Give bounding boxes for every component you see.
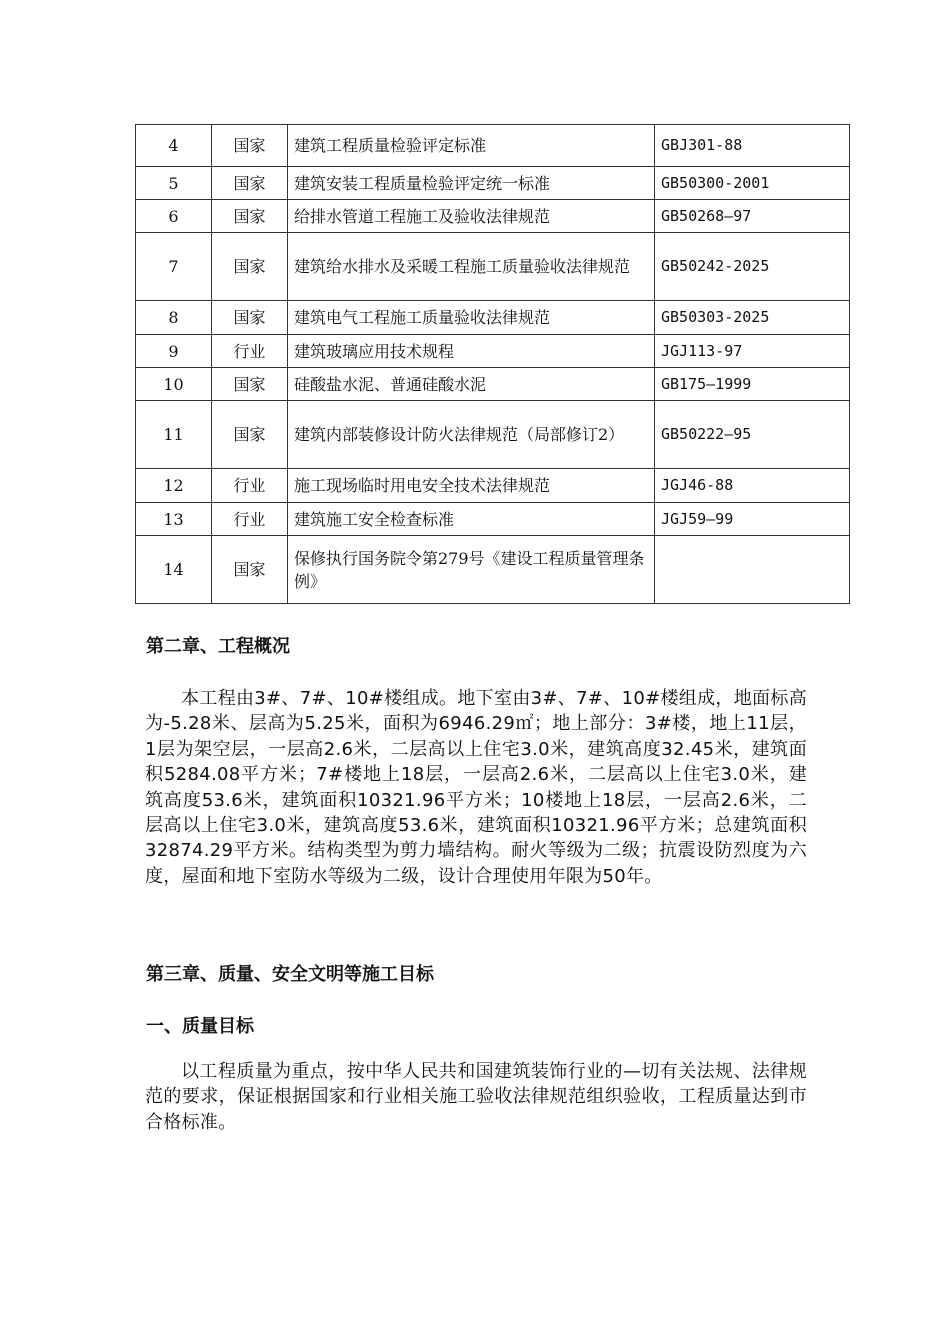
row-number: 7 [136, 233, 212, 301]
row-number: 4 [136, 125, 212, 167]
row-level: 国家 [212, 233, 288, 301]
row-standard-code: GB50222—95 [655, 401, 850, 469]
row-number: 6 [136, 200, 212, 233]
row-level: 国家 [212, 167, 288, 200]
row-level: 国家 [212, 200, 288, 233]
row-standard-name: 建筑电气工程施工质量验收法律规范 [288, 301, 655, 335]
row-standard-code: GB50300-2001 [655, 167, 850, 200]
chapter-2-title: 第二章、工程概况 [146, 636, 290, 657]
table-row [136, 401, 850, 469]
row-standard-name: 给排水管道工程施工及验收法律规范 [288, 200, 655, 233]
row-level: 行业 [212, 503, 288, 536]
row-number: 13 [136, 503, 212, 536]
table-row [136, 503, 850, 536]
row-number: 8 [136, 301, 212, 335]
row-level: 行业 [212, 335, 288, 368]
row-number: 5 [136, 167, 212, 200]
row-standard-code: GB50268—97 [655, 200, 850, 233]
row-number: 11 [136, 401, 212, 469]
table-row [136, 335, 850, 368]
table-row [136, 301, 850, 335]
row-standard-code: JGJ59—99 [655, 503, 850, 536]
standards-table [135, 124, 850, 604]
row-standard-name: 建筑内部装修设计防火法律规范（局部修订2） [288, 401, 655, 469]
row-level: 国家 [212, 368, 288, 401]
quality-target-heading: 一、质量目标 [146, 1016, 254, 1037]
chapter-3-title: 第三章、质量、安全文明等施工目标 [146, 964, 434, 985]
table-row [136, 233, 850, 301]
row-standard-name: 建筑工程质量检验评定标准 [288, 125, 655, 167]
row-level: 国家 [212, 125, 288, 167]
row-number: 9 [136, 335, 212, 368]
row-standard-code: GB50242-2025 [655, 233, 850, 301]
row-standard-name: 保修执行国务院令第279号《建设工程质量管理条例》 [288, 536, 655, 604]
row-number: 10 [136, 368, 212, 401]
row-standard-code: JGJ46-88 [655, 469, 850, 503]
row-standard-name: 施工现场临时用电安全技术法律规范 [288, 469, 655, 503]
table-row [136, 469, 850, 503]
table-row [136, 125, 850, 167]
row-standard-code: JGJ113-97 [655, 335, 850, 368]
table-row [136, 536, 850, 604]
row-number: 14 [136, 536, 212, 604]
row-standard-code: GBJ301-88 [655, 125, 850, 167]
row-level: 国家 [212, 401, 288, 469]
quality-target-body: 以工程质量为重点，按中华人民共和国建筑装饰行业的—切有关法规、法律规范的要求，保证根据国家和行业相关施工验收法律规范组织验收，工程质量达到市合格标准。 [145, 1061, 807, 1133]
row-standard-code [655, 536, 850, 604]
row-level: 行业 [212, 469, 288, 503]
row-standard-name: 硅酸盐水泥、普通硅酸水泥 [288, 368, 655, 401]
row-standard-name: 建筑玻璃应用技术规程 [288, 335, 655, 368]
row-standard-name: 建筑施工安全检查标准 [288, 503, 655, 536]
row-level: 国家 [212, 301, 288, 335]
row-standard-name: 建筑安装工程质量检验评定统一标准 [288, 167, 655, 200]
standards-table-body [136, 125, 850, 604]
row-standard-name: 建筑给水排水及采暖工程施工质量验收法律规范 [288, 233, 655, 301]
row-level: 国家 [212, 536, 288, 604]
row-number: 12 [136, 469, 212, 503]
chapter-2-body: 本工程由3#、7#、10#楼组成。地下室由3#、7#、10#楼组成，地面标高为-5.28米、层高为5.25米，面积为6946.29㎡；地上部分：3#楼，地上11层，1层为架空层，一层高2.6米，二层高以上住宅3.0米，建筑高度32.45米，建筑面积5284.08平方米；7#楼地上18层，一层高2.6米，二层高以上住宅3.0米，建筑高度53.6米，建筑面积10321.96平方米；10楼地上18层，一层高2.6米，二层高以上住宅3.0米，建筑高度53.6米，建筑面积10321.96平方米；总建筑面积32874.29平方米。结构类型为剪力墙结构。耐火等级为二级；抗震设防烈度为六度，屋面和地下室防水等级为二级，设计合理使用年限为50年。 [145, 688, 807, 887]
row-standard-code: GB50303-2025 [655, 301, 850, 335]
table-row [136, 200, 850, 233]
row-standard-code: GB175—1999 [655, 368, 850, 401]
table-row [136, 167, 850, 200]
table-row [136, 368, 850, 401]
